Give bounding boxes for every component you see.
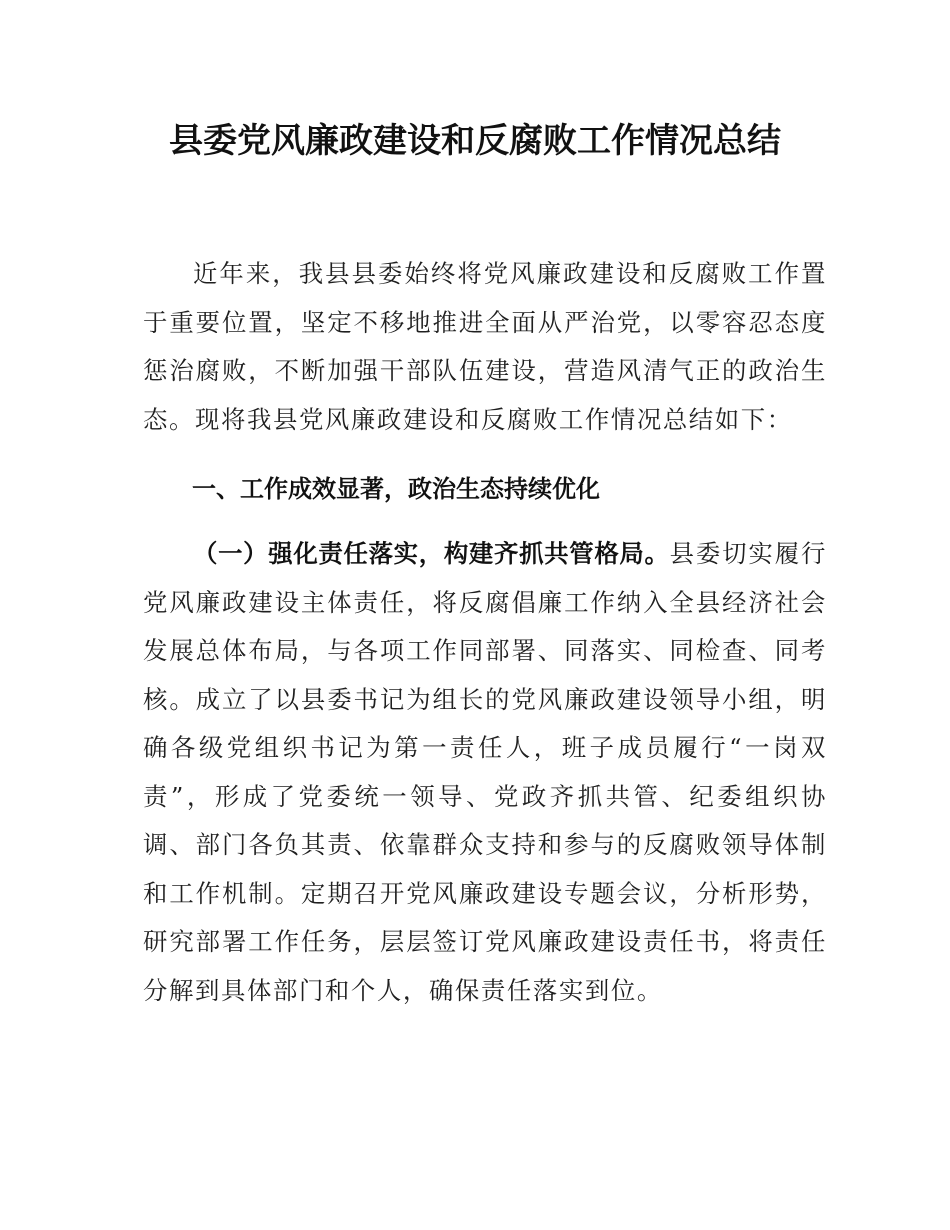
- subsection-body: 县委切实履行党风廉政建设主体责任，将反腐倡廉工作纳入全县经济社会发展总体布局，与各项工作同部署、同落实、同检查、同考核。成立了以县委书记为组长的党风廉政建设领导小组，明确各级党组织书记为第一责任人，班子成员履行“一岗双责”，形成了党委统一领导、党政齐抓共管、纪委组织协调、部门各负其责、依靠群众支持和参与的反腐败领导体制和工作机制。定期召开党风廉政建设专题会议，分析形势，研究部署工作任务，层层签订党风廉政建设责任书，将责任分解到具体部门和个人，确保责任落实到位。: [143, 539, 827, 1005]
- document-title: 县委党风廉政建设和反腐败工作情况总结: [169, 121, 781, 161]
- subsection-heading: （一）强化责任落实，构建齐抓共管格局。: [193, 539, 670, 568]
- subsection-paragraph: [143, 530, 827, 1015]
- intro-paragraph: 近年来，我县县委始终将党风廉政建设和反腐败工作置于重要位置，坚定不移地推进全面从严治党，以零容忍态度惩治腐败，不断加强干部队伍建设，营造风清气正的政治生态。现将我县党风廉政建设和反腐败工作情况总结如下：: [143, 259, 827, 434]
- section-heading: 一、工作成效显著，政治生态持续优化: [192, 475, 600, 503]
